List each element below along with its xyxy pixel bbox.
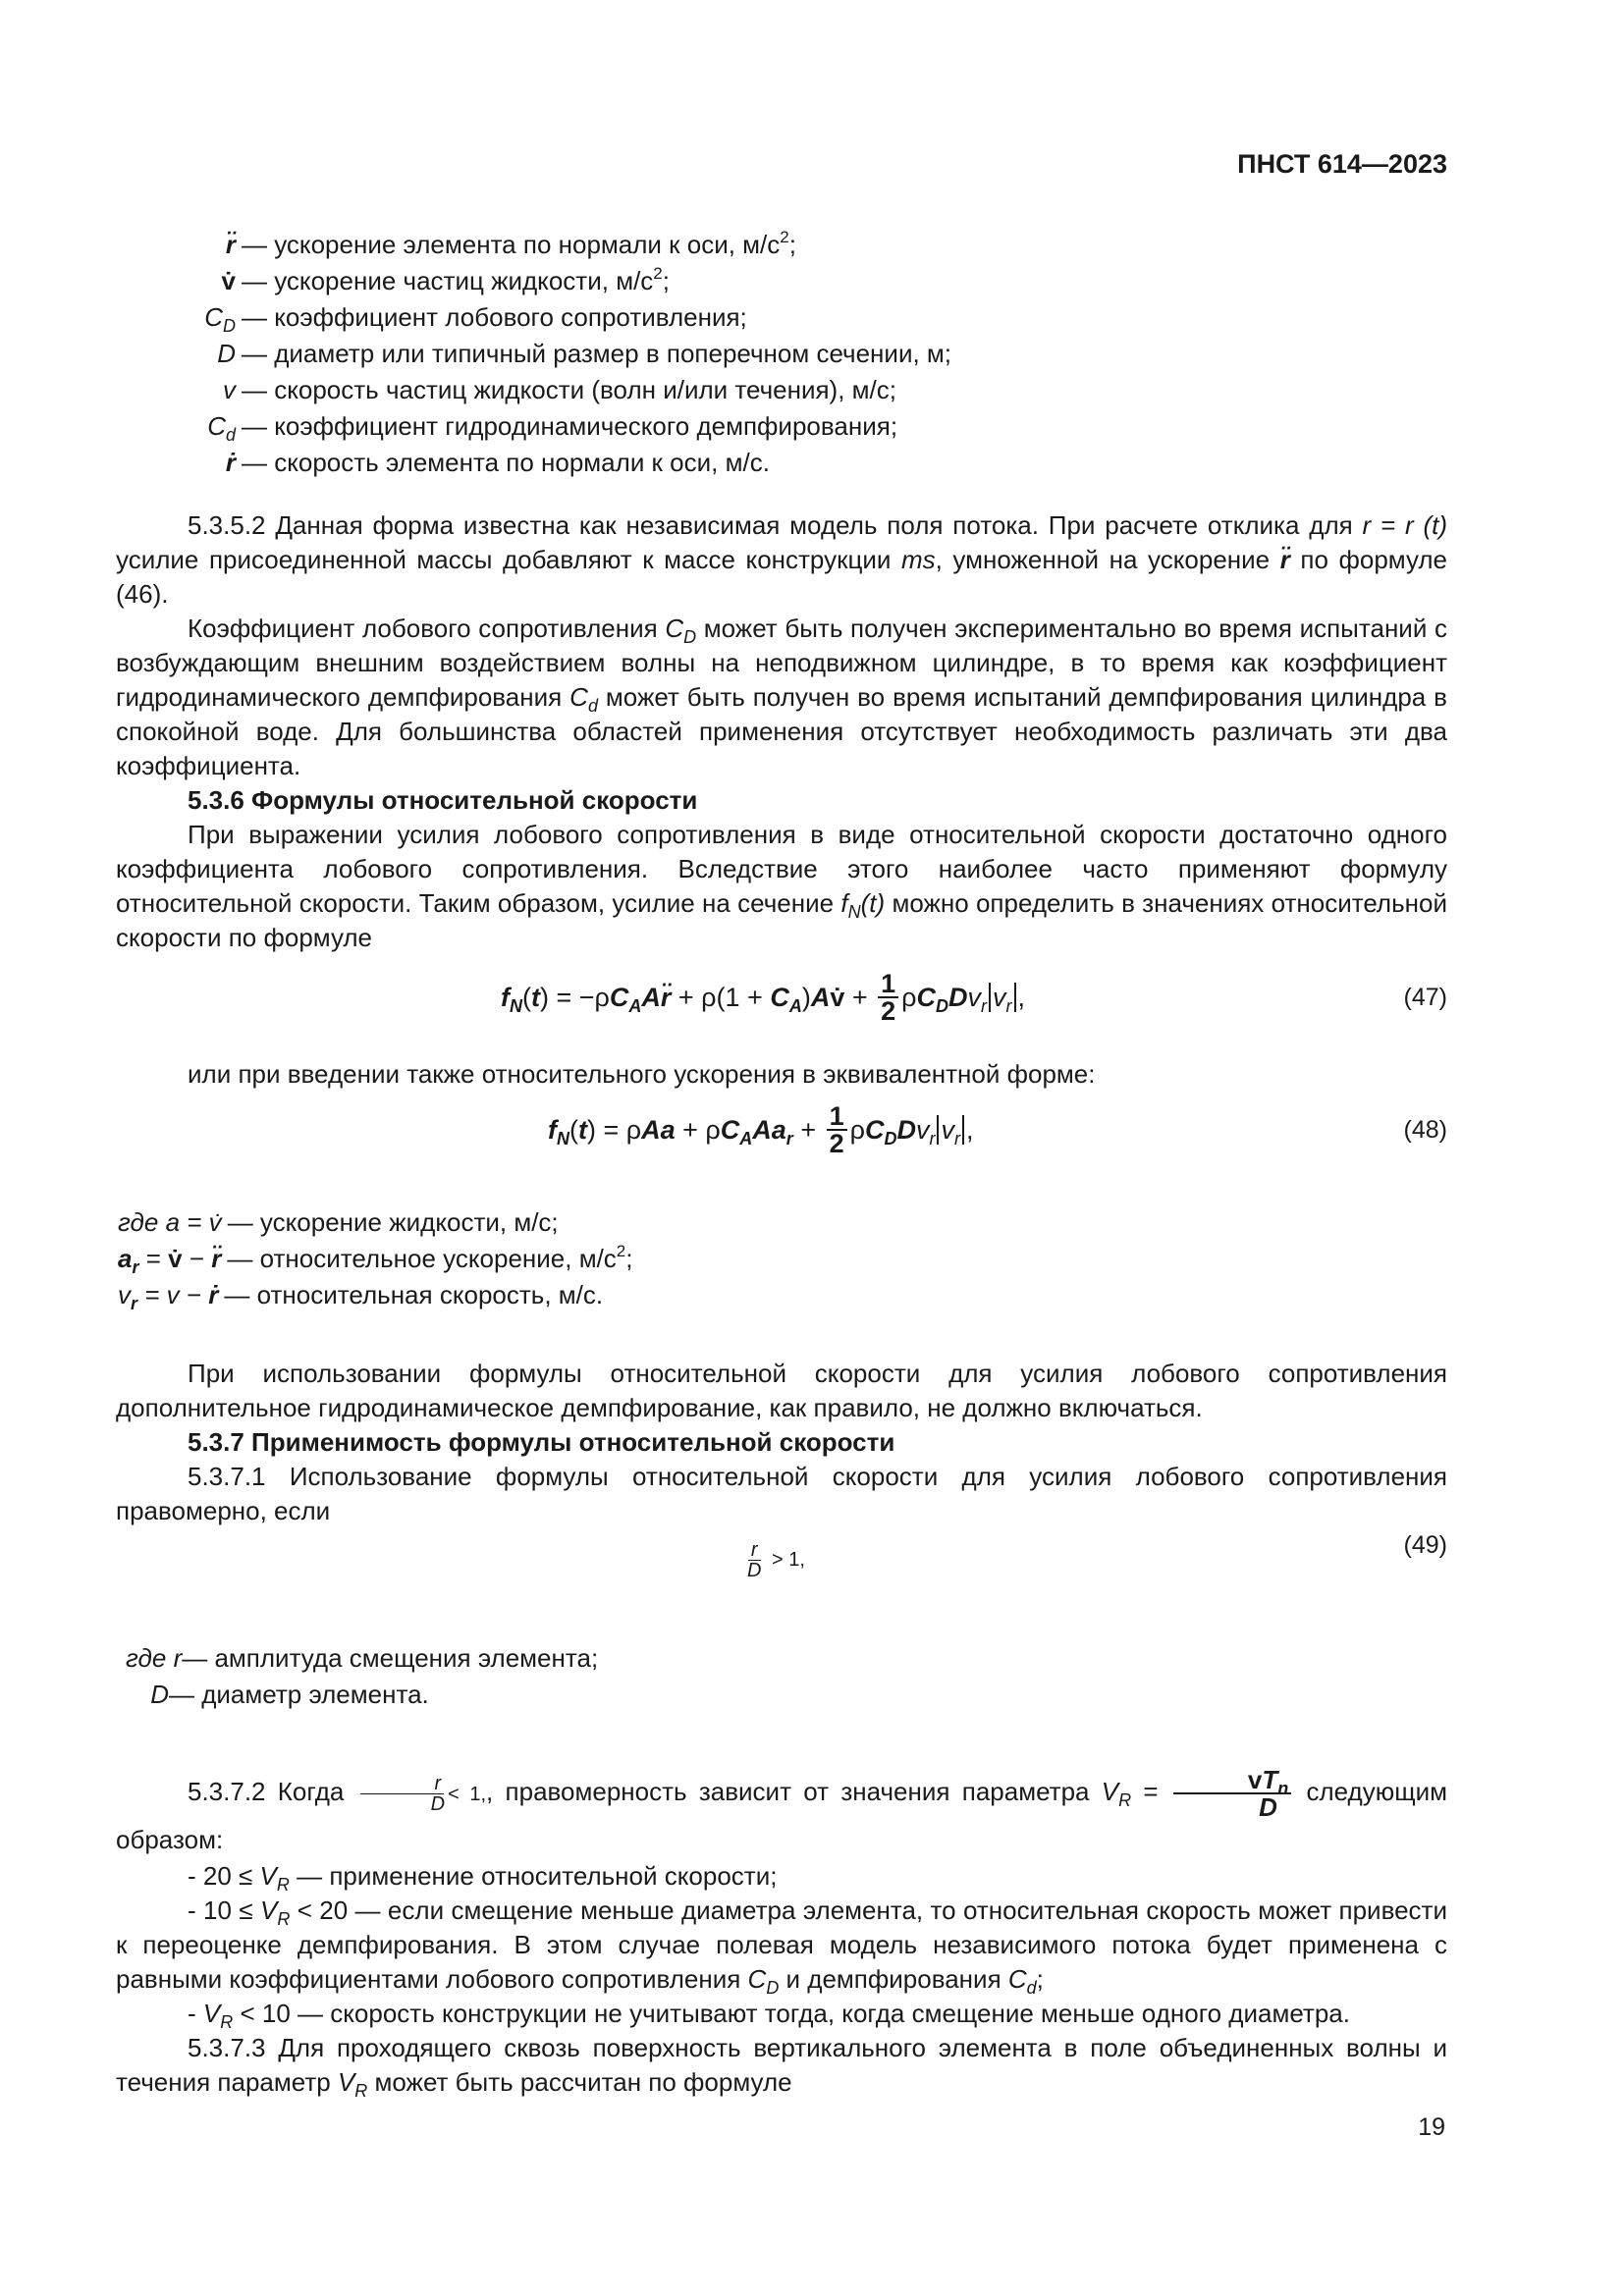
definition-item: где r — амплитуда смещения элемента; bbox=[126, 1643, 599, 1673]
equation-48 bbox=[116, 1099, 1447, 1168]
paragraph-5-3-7-1: 5.3.7.1 Использование формулы относительной скорости для усилия лобового сопротивления правомерно, если bbox=[116, 1462, 1447, 1525]
definition-item: $v_r = v$ − ṙ — относительная скорость, м/с. bbox=[118, 1280, 604, 1313]
main-text-3 bbox=[116, 1767, 1447, 2100]
main-text bbox=[116, 508, 1447, 1168]
definitions-list-3 bbox=[126, 1641, 1457, 1714]
definition-item: v̇ — ускорение частиц жидкости, $м/с^2$; bbox=[221, 264, 670, 295]
paragraph-5-3-7-2: 5.3.7.2 Когда $\frac{r}{D}$ < 1,, правомерность зависит от значения параметра $V_R$ = $\frac{vT_n}{D}$ следующим образом: bbox=[116, 1765, 1447, 1854]
paragraph-5-3-6: При выражении усилия лобового сопротивления в виде относительной скорости достаточно одного коэффициента лобового сопротивления. Вследствие этого наиболее часто применяют формулу относительной скорости. Таким образом, усилие на сечение $f_N(t)$ можно определить в значениях относительной скорости по формуле bbox=[116, 820, 1447, 952]
definitions-list-1 bbox=[116, 228, 1447, 482]
equation-49 bbox=[116, 1528, 1447, 1605]
heading-5-3-6: 5.3.6 Формулы относительной скорости bbox=[188, 785, 698, 815]
formula-47: $f_N$ ( t ) = −ρ $C_AA$ r̈ + ρ(1 + $C_A$ ) A v̇ + $\frac{1}{2}$ ρ $C_DD$ $v_r$ $v_r$ , bbox=[501, 969, 1026, 1026]
definition-item: v — скорость частиц жидкости (волн и/или течения), м/с; bbox=[223, 375, 896, 404]
document-id: ПНСТ 614—2023 bbox=[1237, 149, 1447, 179]
formula-49: $\frac{r}{D}$ > 1, bbox=[747, 1539, 805, 1581]
equation-47 bbox=[116, 967, 1447, 1036]
definition-item: D — диаметр или типичный размер в поперечном сечении, м; bbox=[217, 339, 952, 368]
page-number: 19 bbox=[1418, 2113, 1445, 2141]
paragraph-5-3-7-3: 5.3.7.3 Для проходящего сквозь поверхность вертикального элемента в поле объединенных волны и течения параметр $V_R$ может быть рассчитан по формуле bbox=[116, 2033, 1447, 2101]
definition-item: $a_r$ = v̇ − r̈ — относительное ускорение, $м/с^2$; bbox=[118, 1242, 633, 1277]
definition-item: ṙ — скорость элемента по нормали к оси, м/с. bbox=[225, 448, 770, 477]
equation-number: (48) bbox=[1403, 1116, 1447, 1144]
list-item-3: - $V_R < 10$ — скорость конструкции не учитывают тогда, когда смещение меньше одного диаметра. bbox=[188, 1999, 1350, 2032]
paragraph-usage: При использовании формулы относительной скорости для усилия лобового сопротивления дополнительное гидродинамическое демпфирование, как правило, не должно включаться. bbox=[116, 1359, 1447, 1422]
paragraph-equivalent-form: или при введении также относительного ускорения в эквивалентной форме: bbox=[188, 1059, 1096, 1089]
definition-item: D — диаметр элемента. bbox=[150, 1680, 429, 1709]
heading-5-3-7: 5.3.7 Применимость формулы относительной скорости bbox=[188, 1427, 895, 1457]
main-text-2 bbox=[116, 1357, 1447, 1605]
definition-item: где a = v̇ — ускорение жидкости, м/с; bbox=[118, 1207, 559, 1237]
equation-number: (49) bbox=[1403, 1531, 1447, 1559]
list-item-1: - $20 \le V_R$ — применение относительной скорости; bbox=[188, 1861, 778, 1895]
definition-item: r̈ — ускорение элемента по нормали к оси, $м/с^2$; bbox=[225, 228, 796, 259]
paragraph-5-3-5-2: 5.3.5.2 Данная форма известна как независимая модель поля потока. При расчете отклика для r = r (t) усилие присоединенной массы добавляют к массе конструкции ms, умноженной на ускорение r̈ по формуле (46). bbox=[116, 510, 1448, 609]
formula-48: $f_N$ ( t ) = ρ Aa + ρ $C_AAa_r$ + $\frac{1}{2}$ ρ $C_DD$ $v_r$ $v_r$ , bbox=[548, 1101, 974, 1158]
definitions-list-2 bbox=[118, 1205, 1449, 1321]
paragraph-coefficients: Коэффициент лобового сопротивления $C_D$ может быть получен экспериментально во время испытаний с возбуждающим внешним воздействием волны на неподвижном цилиндре, в то время как коэффициент гидродинамического демпфирования $C_d$ может быть получен во время испытаний демпфирования цилиндра в спокойной воде. Для большинства областей применения отсутствует необходимость различать эти два коэффициента. bbox=[116, 614, 1447, 780]
list-item-2: - $10 \le V_R < 20$ — если смещение меньше диаметра элемента, то относительная скорость может привести к переоценке демпфирования. В этом случае полевая модель независимого потока будет применена с равными коэффициентами лобового сопротивления $C_D$ и демпфирования $C_d$; bbox=[116, 1896, 1447, 1998]
equation-number: (47) bbox=[1403, 984, 1447, 1011]
definition-item: $C_d$ — коэффициент гидродинамического демпфирования; bbox=[207, 411, 898, 445]
definition-item: $C_D$ — коэффициент лобового сопротивления; bbox=[204, 302, 747, 336]
